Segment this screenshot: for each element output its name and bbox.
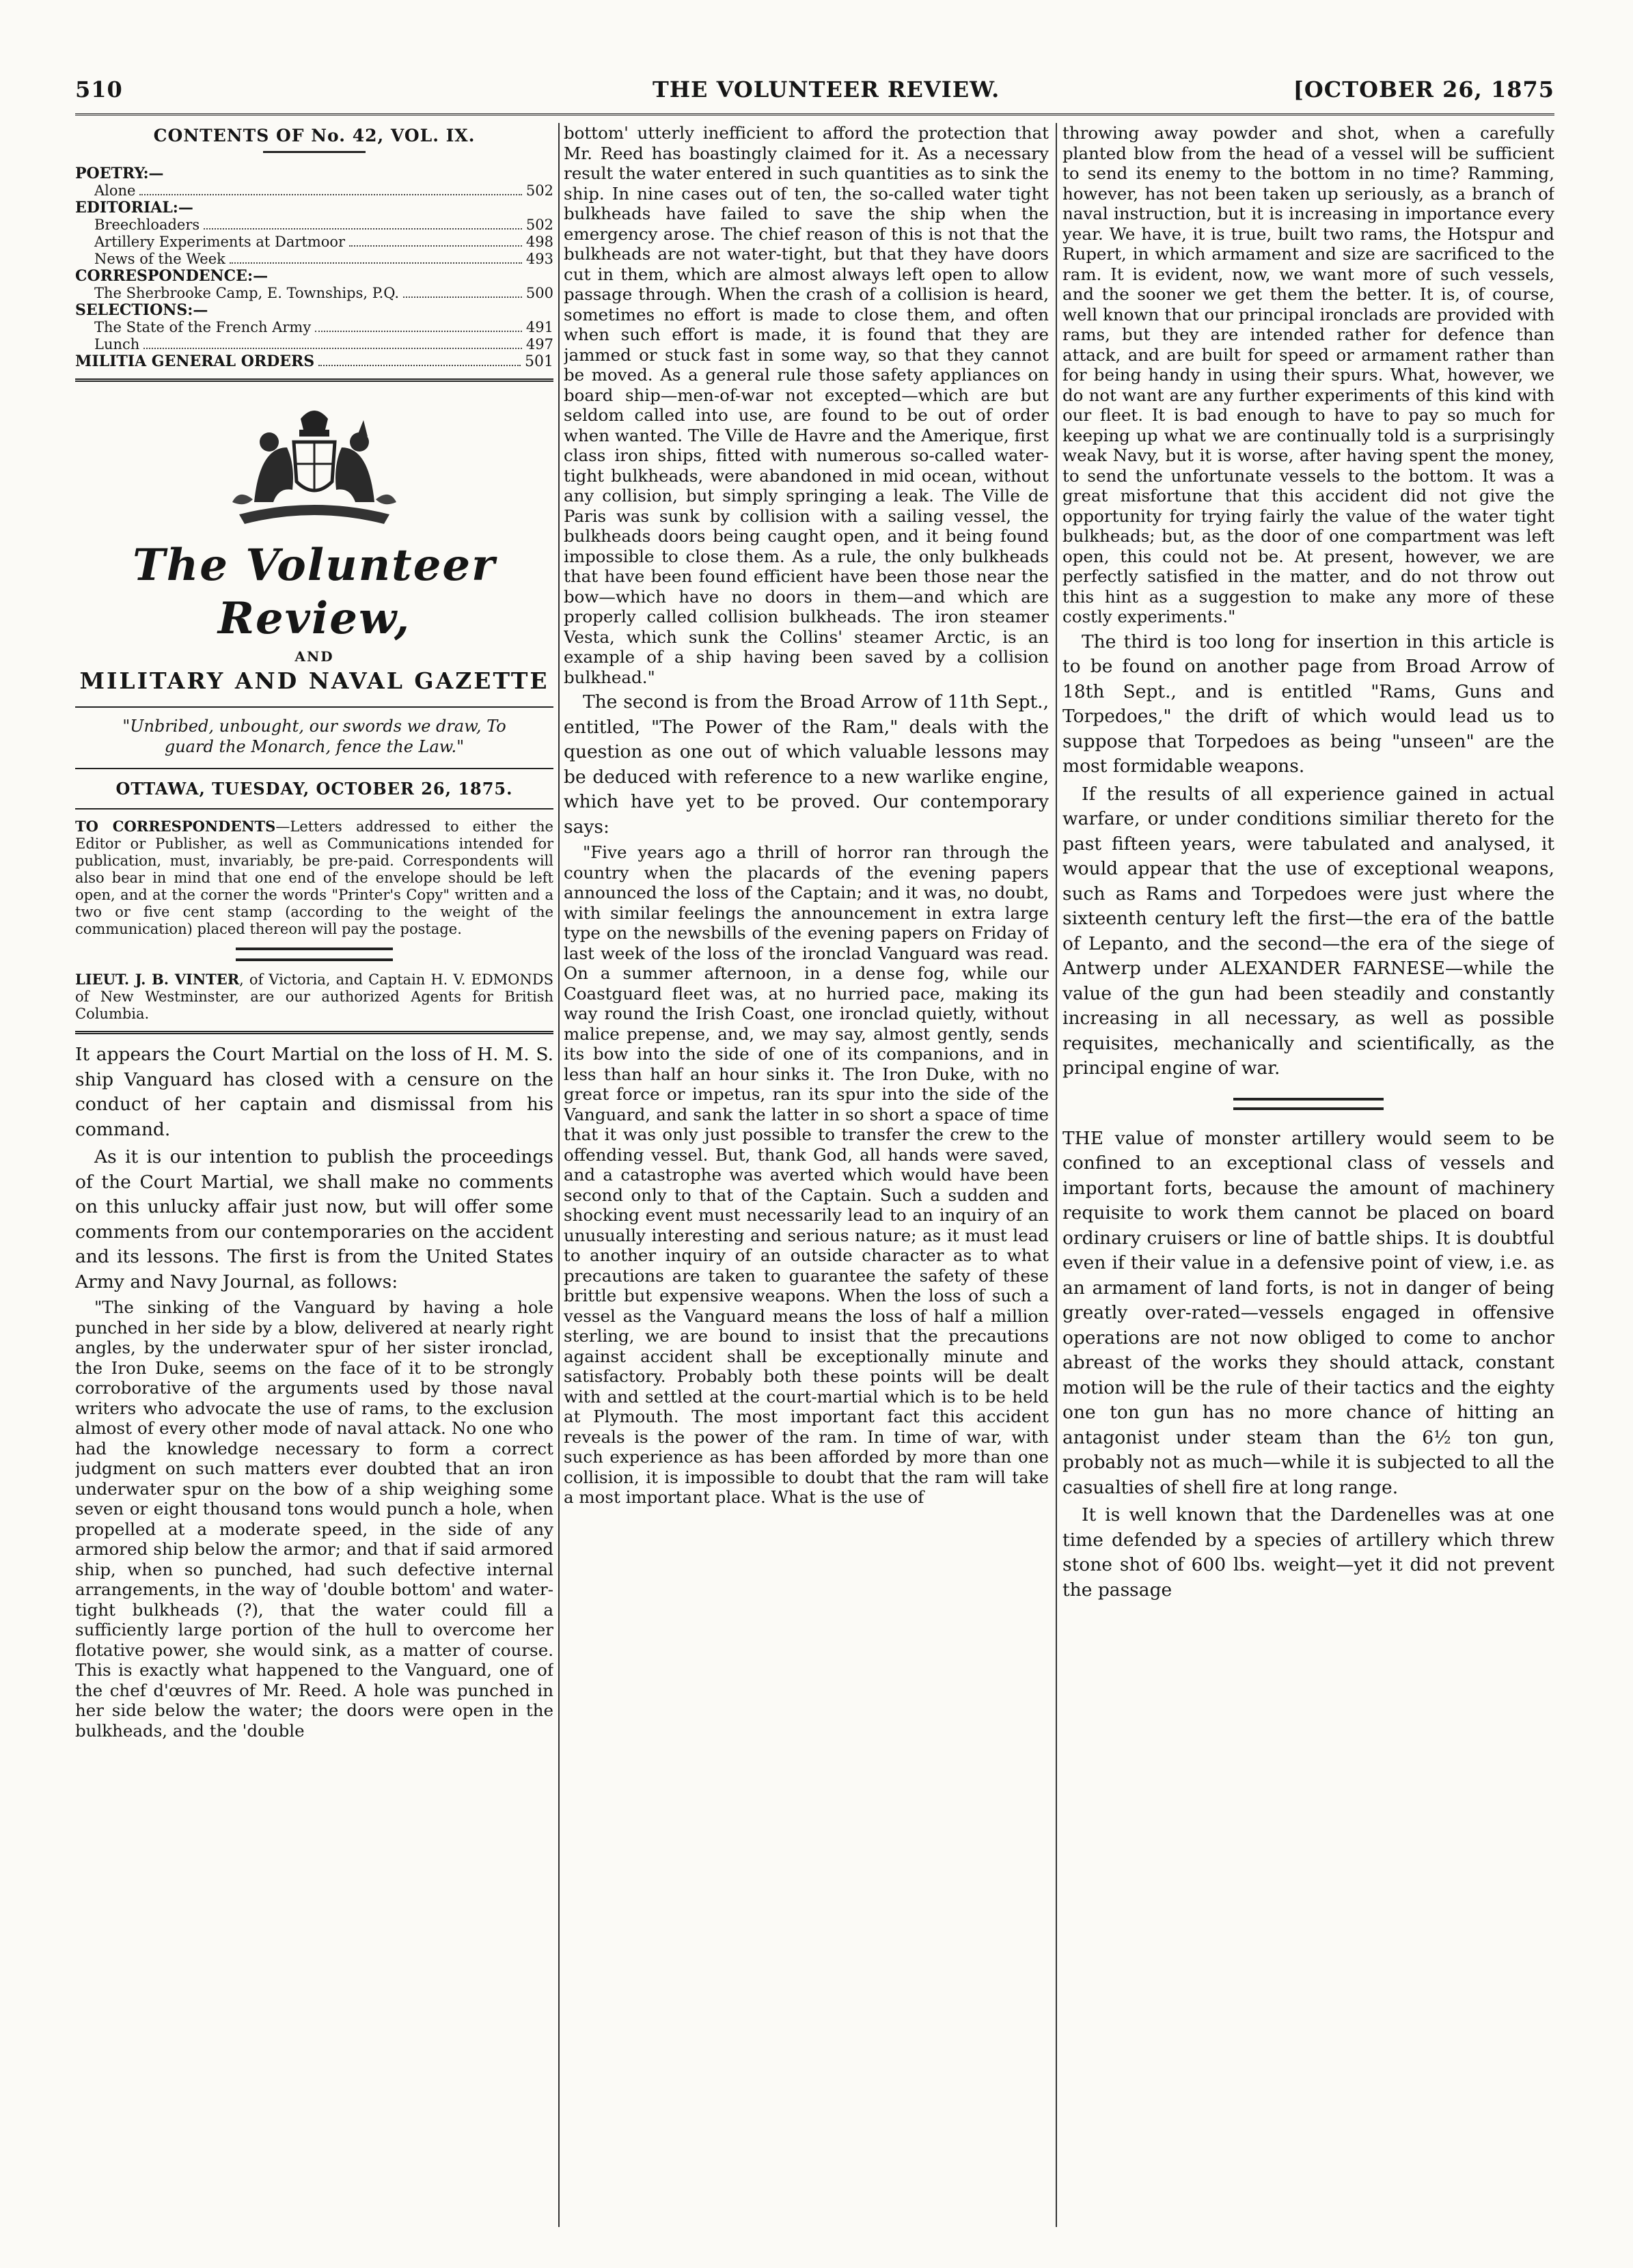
column-rule bbox=[558, 123, 560, 2227]
toc-entry-militia bbox=[75, 353, 553, 370]
toc-entry bbox=[75, 251, 553, 268]
leader-dots bbox=[143, 336, 522, 349]
header-rule bbox=[75, 113, 1554, 115]
toc-entry-title: The Sherbrooke Camp, E. Townships, P.Q. bbox=[94, 285, 400, 301]
toc-entry-title: Lunch bbox=[94, 336, 140, 352]
column-middle bbox=[564, 123, 1049, 2234]
column-rule bbox=[1056, 123, 1057, 2227]
notice-correspondents bbox=[75, 818, 553, 938]
toc-entry-page: 502 bbox=[525, 182, 553, 199]
toc-heading: POETRY:— bbox=[75, 165, 164, 182]
leader-dots bbox=[315, 319, 522, 332]
paragraph: "The sinking of the Vanguard by having a hole punched in her side by a blow, delivered at nearly right angles, by the underwater spur of her sister ironclad, the Iron Duke, seems on the face of it to be strongly corroborative of the arguments used by those naval writers who advocate the use of rams, to the exclusion almost of every other mode of naval attack. No one who had the knowledge necessary to form a correct judgment on such matters ever doubted that an iron underwater spur on the bow of a ship weighing some seven or eight thousand tons would punch a hole, when propelled at a moderate speed, in the side of any armored ship below the armor; and that if said armored ship, when so punched, had such defective internal arrangements, in the way of 'double bottom' and water-tight bulkheads (?), that the water could fill a sufficiently large portion of the hull to overcome her flotative power, she would sink, as a matter of course. This is exactly what happened to the Vanguard, one of the chef d'œuvres of Mr. Reed. A hole was punched in her side below the water; the doors were open in the bulkheads, and the 'double bbox=[75, 1297, 553, 1741]
toc-entry-title: The State of the French Army bbox=[94, 319, 312, 335]
paragraph: It is well known that the Dardenelles was at one time defended by a species of artillery which threw stone shot of 600 lbs. weight—yet it did not prevent the passage bbox=[1062, 1504, 1554, 1601]
divider bbox=[75, 808, 553, 810]
divider bbox=[75, 768, 553, 769]
leader-dots bbox=[204, 217, 522, 230]
page-number: 510 bbox=[75, 77, 123, 102]
article-body bbox=[564, 123, 1049, 1508]
masthead-motto: "Unbribed, unbought, our swords we draw, To guard the Monarch, fence the Law." bbox=[122, 717, 506, 756]
leader-dots bbox=[318, 353, 521, 366]
running-head bbox=[75, 77, 1554, 111]
masthead-and: AND bbox=[294, 648, 334, 665]
contents-list bbox=[75, 165, 553, 370]
leader-dots bbox=[403, 285, 522, 298]
dateline: OTTAWA, TUESDAY, OCTOBER 26, 1875. bbox=[115, 779, 513, 799]
paragraph: THE value of monster artillery would seem to be confined to an exceptional class of vessels and important forts, because the amount of machinery requisite to work them cannot be placed on board ordinary cruisers or line of battle ships. It is doubtful even if their value in a defensive point of view, i.e. as an armament of land forts, is not in danger of being greatly over-rated—vessels engaged in offensive operations are not now obliged to come to anchor abreast of the works they should attack, constant motion will be the rule of their tactics and the eighty one ton gun has no more chance of hitting an antagonist under steam than the 6½ ton gun, probably not as much—while it is subjected to all the casualties of shell fire at long range. bbox=[1062, 1127, 1554, 1498]
toc-entry-page: 502 bbox=[525, 217, 553, 233]
toc-entry-page: 491 bbox=[525, 319, 553, 335]
divider bbox=[75, 1031, 553, 1034]
toc-entry-title: Artillery Experiments at Dartmoor bbox=[94, 234, 346, 250]
notice-label: TO CORRESPONDENTS bbox=[75, 818, 276, 835]
leader-dots bbox=[230, 251, 522, 264]
divider bbox=[236, 948, 393, 961]
column-left bbox=[75, 123, 553, 2234]
notice-text: —Letters addressed to either the Editor or Publisher, as well as Communications intended for publication, must, invariably, be pre-paid. Correspondents will also bear in mind that one end of the envelope should be left open, and at the corner the words "Printer's Copy" written and a two or five cent stamp (according to the weight of the communication) placed thereon will pay the postage. bbox=[75, 818, 553, 937]
toc-entry bbox=[75, 234, 553, 251]
toc-entry bbox=[75, 336, 553, 353]
toc-entry bbox=[75, 319, 553, 336]
paragraph: "Five years ago a thrill of horror ran through the country when the placards of the evening papers announced the loss of the Captain; and it was, no doubt, with similar feelings the announcement in extra large type on the newsbills of the evening papers on Friday of last week of the loss of the ironclad Vanguard was read. On a summer afternoon, in a dense fog, while our Coastguard fleet was, at no hurried pace, making its way round the Irish Coast, one ironclad quietly, without malice prepense, and, we may say, almost gently, sends its bow into the side of one of its companions, and in less than half an hour sinks it. The Iron Duke, with no great force or impetus, ran its spur into the side of the Vanguard, and sank the latter in so short a space of time that it was only just possible to transfer the crew to the offending vessel. But, thank God, all hands were saved, and a catastrophe was averted which would have been second only to that of the Captain. Such a sudden and shocking event must necessarily lead to an inquiry of an unusually interesting and serious nature; as it must lead to another inquiry of an outside character as to what precautions are taken to guarantee the safety of these brittle but expensive weapons. When the loss of such a vessel as the Vanguard means the loss of half a million sterling, we are bound to insist that the precautions against accident shall be exceptionally minute and satisfactory. Probably both these points will be dealt with and settled at the court-martial which is to be held at Plymouth. The most important fact this accident reveals is the power of the ram. In time of war, with such experience as has been afforded by more than one collision, it is impossible to doubt that the ram will take a most important place. What is the use of bbox=[564, 842, 1049, 1507]
toc-entry-title: Breechloaders bbox=[94, 217, 200, 233]
royal-crest-icon bbox=[212, 400, 417, 529]
toc-entry bbox=[75, 217, 553, 234]
toc-section bbox=[75, 302, 553, 353]
paragraph: If the results of all experience gained in actual warfare, or under conditions similiar thereto for the past fifteen years, were tabulated and analysed, it would appear that the use of exceptional weapons, such as Rams and Torpedoes were just where the sixteenth century left the first—the era of the battle of Lepanto, and the second—the era of the siege of Antwerp under ALEXANDER FARNESE—while the value of the gun had been steadily and constantly increasing in all necessary, as well as possible requisites, mechanically and scientifically, as the principal engine of war. bbox=[1062, 783, 1554, 1079]
contents-title: CONTENTS OF No. 42, VOL. IX. bbox=[153, 126, 476, 146]
toc-entry-page: 501 bbox=[525, 353, 553, 370]
notice-text: , of Victoria, and Captain H. V. EDMONDS of New Westminster, are our authorized Agents for British Columbia. bbox=[75, 971, 553, 1022]
toc-entry-page: 497 bbox=[525, 336, 553, 352]
divider bbox=[263, 151, 366, 153]
notice-agents bbox=[75, 971, 553, 1023]
divider bbox=[75, 706, 553, 708]
column-right bbox=[1062, 123, 1554, 2234]
paragraph: The third is too long for insertion in this article is to be found on another page from Broad Arrow of 18th Sept., and is entitled "Rams, Guns and Torpedoes," the drift of which would lead us to suppose that Torpedoes as being "unseen" are the most formidable weapons. bbox=[1062, 631, 1554, 777]
paragraph: throwing away powder and shot, when a carefully planted blow from the head of a vessel will be sufficient to send its enemy to the bottom in no time? Ramming, however, has not been taken up seriously, as a branch of naval instruction, but it is increasing in importance every year. We have, it is true, built two rams, the Hotspur and Rupert, in which armament and size are sacrificed to the ram. It is evident, now, we want more of such vessels, and the sooner we get them the better. It is, of course, well known that our principal ironclads are provided with rams, but they are intended rather for defence than attack, and are built for speed or armament rather than for being handy in using their spurs. What, however, we do not want are any further experiments of this kind with our fleet. It is bad enough to have to pay so much for keeping up what we are continually told is a surprisingly weak Navy, but it is worse, after having spent the money, to send the unfortunate vessels to the bottom. It was a great misfortune that this accident did not give the opportunity for trying fairly the value of the water tight bulkheads; but, as the door of one compartment was left open, this could not be. At present, however, we are perfectly satisfied in the matter, and do not throw out this hint as a suggestion to make any more of these costly experiments." bbox=[1062, 123, 1554, 626]
notice-label: LIEUT. J. B. VINTER bbox=[75, 971, 240, 988]
toc-section bbox=[75, 268, 553, 302]
issue-date: [OCTOBER 26, 1875 bbox=[1293, 77, 1554, 102]
divider bbox=[1233, 1098, 1384, 1110]
toc-entry-title: Alone bbox=[94, 182, 136, 199]
toc-entry-title: News of the Week bbox=[94, 251, 225, 267]
paragraph: As it is our intention to publish the proceedings of the Court Martial, we shall make no comments on this unlucky affair just now, but will offer some comments from our contemporaries on the accident and its lessons. The first is from the United States Army and Navy Journal, as follows: bbox=[75, 1146, 553, 1292]
toc-entry bbox=[75, 182, 553, 199]
article-body bbox=[75, 1042, 553, 1741]
toc-entry-page: 493 bbox=[525, 251, 553, 267]
toc-heading: SELECTIONS:— bbox=[75, 301, 208, 319]
toc-entry-page: 500 bbox=[525, 285, 553, 301]
paper-title: THE VOLUNTEER REVIEW. bbox=[653, 77, 1000, 102]
toc-entry bbox=[75, 285, 553, 302]
paragraph: bottom' utterly inefficient to afford the protection that Mr. Reed has boastingly claimed for it. As a necessary result the water entered in such quantities as to sink the ship. In nine cases out of ten, the so-called water tight bulkheads have failed to save the ship when the emergency arose. The chief reason of this is not that the bulkheads are not water-tight, but that they have doors cut in them, which are almost always left open to allow passage through. When the crash of a collision is heard, sometimes no effort is made to close them, and often when such effort is made, it is found that they are jammed or stuck fast in some way, so that they cannot be moved. As a general rule those safety appliances on board ship—men-of-war not excepted—which are but seldom called into use, are found to be out of order when wanted. The Ville de Havre and the Amerique, first class iron ships, fitted with numerous so-called water-tight bulkheads, were abandoned in mid ocean, without any collision, but simply springing a leak. The Ville de Paris was sunk by collision with a sailing vessel, the bulkheads doors being caught open, and it being found impossible to close them. As a rule, the only bulkheads that have been found efficient have been those near the bow—which have no doors in them—and which are properly called collision bulkheads. The iron steamer Vesta, which sunk the Collins' steamer Arctic, is an example of a ship having been saved by a collision bulkhead." bbox=[564, 123, 1049, 687]
toc-heading: CORRESPONDENCE:— bbox=[75, 267, 269, 285]
toc-entry-page: 498 bbox=[525, 234, 553, 250]
paragraph: The second is from the Broad Arrow of 11th Sept., entitled, "The Power of the Ram," deals with the question as one out of which valuable lessons may be deduced with reference to a new warlike engine, which have yet to be proved. Our contemporary says: bbox=[564, 691, 1049, 838]
toc-section bbox=[75, 165, 553, 199]
leader-dots bbox=[349, 234, 522, 247]
toc-heading: EDITORIAL:— bbox=[75, 199, 193, 217]
masthead-subtitle: MILITARY AND NAVAL GAZETTE bbox=[79, 667, 549, 694]
leader-dots bbox=[139, 182, 521, 195]
masthead-title: The Volunteer Review, bbox=[133, 540, 496, 644]
article-body bbox=[1062, 123, 1554, 1603]
divider bbox=[75, 378, 553, 382]
paragraph: It appears the Court Martial on the loss of H. M. S. ship Vanguard has closed with a censure on the conduct of her captain and dismissal from his command. bbox=[75, 1044, 553, 1140]
toc-section bbox=[75, 199, 553, 268]
toc-entry-title: MILITIA GENERAL ORDERS bbox=[75, 352, 315, 370]
